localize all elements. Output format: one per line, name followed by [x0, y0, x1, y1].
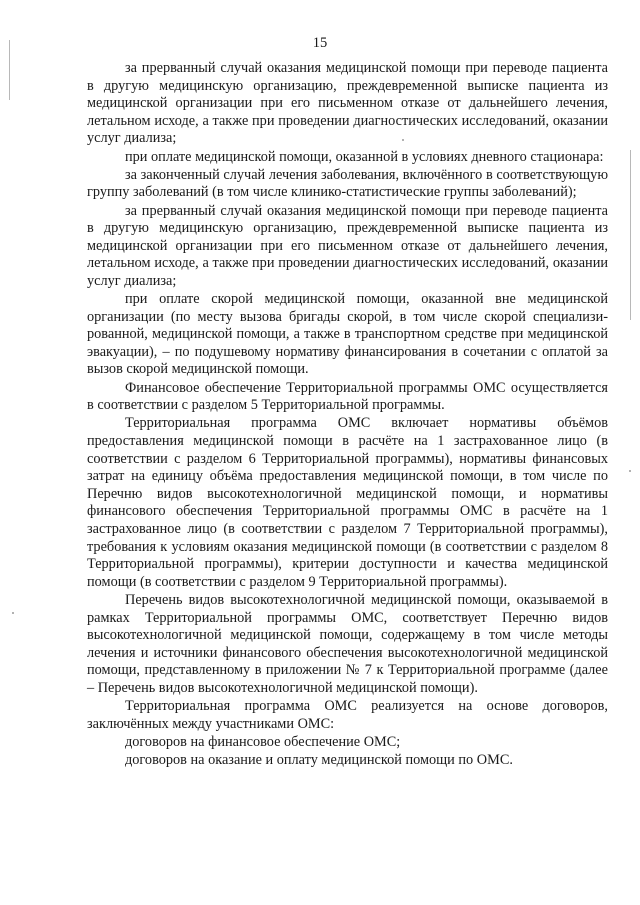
scan-edge-right [630, 150, 631, 320]
scan-speck [629, 470, 631, 472]
paragraph-4: за прерванный случай оказания медицинской помощи при переводе пациента в другую медицинскую организацию, преждевременной выписке пациента из медицинской организации при его письменном отказе от дальнейшего лечения, летальном исходе, а также при проведении диагностических исследований, оказании услуг диализа; [87, 202, 608, 289]
scan-edge-left [9, 40, 10, 100]
paragraph-7: Территориальная программа ОМС включает нормативы объёмов предоставления медицинской помощи в расчёте на 1 застрахованное лицо (в соответствии с разделом 6 Территориальной программы), нормативы финансовых затрат на единицу объёма предоставления медицинской помощи, в том числе по Перечню видов высокотехнологичной медицинской помощи, и нормативы финансового обеспечения Территориальной программы ОМС в расчёте на 1 застрахованное лицо (в соответствии с разделом 7 Территориальной программы), требования к условиям оказания медицинской помощи (в соответствии с разделом 8 Территориальной программы), критерии доступности и качества медицинской помощи (в соответствии с разделом 9 Территориальной программы). [87, 415, 608, 590]
page-number: 15 [312, 35, 328, 51]
document-body [87, 60, 608, 770]
paragraph-5: при оплате скорой медицинской помощи, оказанной вне медицинской организации (по месту вызова бригады скорой, в том числе скорой специализированной, медицинской помощи, а также в транспортном средстве при медицинской эвакуации), – по подушевому нормативу финансирования в сочетании с оплатой за вызов скорой медицинской помощи. [87, 291, 608, 378]
paragraph-10: договоров на финансовое обеспечение ОМС; [125, 733, 401, 750]
paragraph-9: Территориальная программа ОМС реализуется на основе договоров, заключённых между участниками ОМС: [87, 698, 608, 732]
paragraph-2: при оплате медицинской помощи, оказанной в условиях дневного стационара: [125, 148, 604, 165]
paragraph-8: Перечень видов высокотехнологичной медицинской помощи, оказываемой в рамках Территориальной программы ОМС, соответствует Перечню видов высокотехнологичной медицинской помощи, содержащему в том числе методы лечения и источники финансового обеспечения высокотехнологичной медицинской помощи, представленному в приложении № 7 к Территориальной программе (далее – Перечень видов высокотехнологичной медицинской помощи). [87, 591, 608, 696]
paragraph-11: договоров на оказание и оплату медицинской помощи по ОМС. [125, 752, 513, 769]
scan-speck [402, 139, 404, 141]
paragraph-1: за прерванный случай оказания медицинской помощи при переводе пациента в другую медицинскую организацию, преждевременной выписке пациента из медицинской организации при его письменном отказе от дальнейшего лечения, летальном исходе, а также при проведении диагностических исследований, оказании услуг диализа; [87, 60, 608, 147]
scan-speck [12, 612, 14, 614]
paragraph-6: Финансовое обеспечение Территориальной программы ОМС осуществляется в соответствии с разделом 5 Территориальной программы. [87, 379, 608, 414]
paragraph-3: за законченный случай лечения заболевания, включённого в соответствующую группу заболеваний (в том числе клинико-статистические группы заболеваний); [87, 166, 608, 201]
